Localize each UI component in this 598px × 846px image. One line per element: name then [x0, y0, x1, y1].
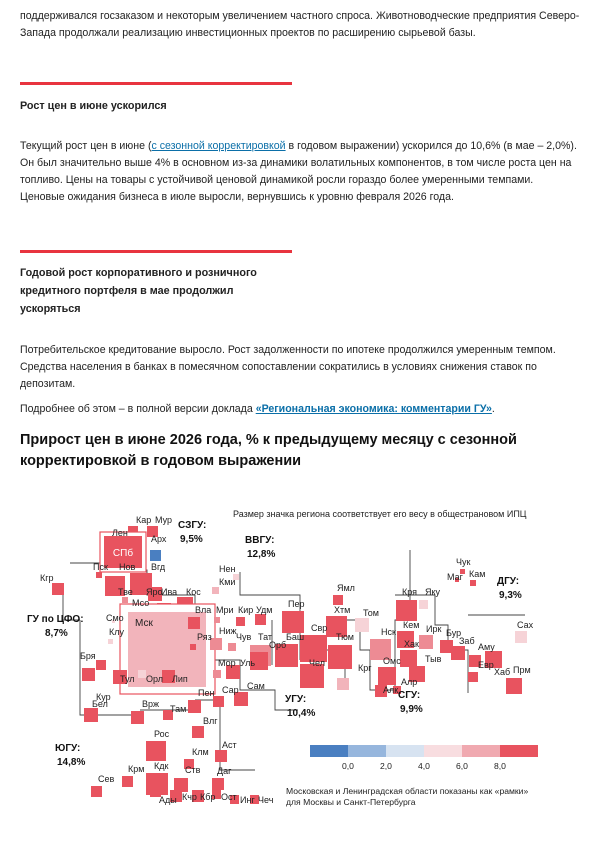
heading-line: Годовой рост корпоративного и розничного	[20, 267, 257, 279]
footnote-line: Московская и Ленинградская области показаны как «рамки»	[286, 786, 529, 796]
region-Кдк-label: Кдк	[154, 761, 169, 771]
region-Сар-tile	[213, 696, 224, 707]
legend-tick-label: 6,0	[456, 761, 468, 771]
region-Вгд-label: Вгд	[151, 562, 166, 572]
district-name: ДГУ:	[497, 576, 520, 587]
region-Пск-label: Пск	[93, 562, 108, 572]
district-value: 8,7%	[45, 628, 68, 639]
region-Евр-label: Евр	[478, 660, 494, 670]
region-Евр-tile	[468, 672, 478, 682]
heading-line: кредитного портфеля в мае продолжил	[20, 285, 234, 297]
region-Ниж-tile	[210, 638, 222, 650]
legend-tick-label: 0,0	[342, 761, 354, 771]
heading-line: ускоряться	[20, 303, 81, 315]
region-Заб-tile	[451, 646, 465, 660]
region-Мск-label: Мск	[135, 618, 153, 629]
region-Удм-tile	[255, 614, 266, 625]
region-Крг-tile	[337, 678, 349, 690]
credit-paragraph: Потребительское кредитование выросло. Рост задолженности по ипотеке продолжился умеренным темпом. Средства населения в банках в помесячном сопоставлении сократились в условиях снижения ставок по депозитам.	[20, 344, 556, 390]
region-Кгр-tile	[52, 583, 64, 595]
region-Бря-tile	[96, 660, 106, 670]
legend-swatch	[424, 745, 462, 757]
region-Хаб-label: Хаб	[494, 667, 511, 677]
region-Уль-label: Уль	[240, 658, 256, 668]
region-Бур-label: Бур	[446, 628, 462, 638]
region-Кар-label: Кар	[136, 515, 152, 525]
prices-text-part: Текущий рост цен в июне (	[20, 140, 152, 152]
region-Лен-label: Лен	[112, 528, 128, 538]
region-Чук-label: Чук	[456, 557, 471, 567]
region-Мсо-label: Мсо	[132, 598, 150, 608]
district-value: 14,8%	[57, 757, 86, 768]
section-heading-prices: Рост цен в июне ускорился	[20, 100, 167, 112]
region-Клу-tile	[108, 639, 113, 644]
legend-tick-label: 2,0	[380, 761, 392, 771]
prices-text-part: в годовом выражении) ускорился до 10,6% (в мае – 2,0%). Он был значительно выше 4% в основном из-за динамики волатильных компонентов, в том числе роста цен на топливо. Цены на товары с устойчивой ценовой динамикой росли гораздо более умеренными темпами. Ценовые ожидания бизнеса в июле выросли, вернувшись к уровню февраля 2026 года.	[20, 140, 577, 203]
region-Нен-label: Нен	[219, 564, 236, 574]
region-Ирк-tile	[419, 635, 433, 649]
region-Яро-label: Яро	[146, 587, 163, 597]
region-Маг-label: Маг	[447, 572, 463, 582]
region-Сев-label: Сев	[98, 774, 115, 784]
district-value: 12,8%	[247, 549, 276, 560]
region-Ямл-label: Ямл	[337, 583, 355, 593]
map-title-line: Прирост цен в июне 2026 года, % к предыдущему месяцу с сезонной	[20, 432, 517, 448]
seasonal-adjustment-link[interactable]: с сезонной корректировкой	[151, 140, 286, 152]
region-Крг-label: Крг	[358, 663, 372, 673]
section-divider	[20, 250, 292, 253]
region-Пер-label: Пер	[288, 599, 305, 609]
legend-swatch	[310, 745, 348, 757]
region-Нск-label: Нск	[381, 627, 396, 637]
region-Кос-label: Кос	[186, 587, 201, 597]
region-Клу-label: Клу	[109, 627, 124, 637]
district-name: ГУ по ЦФО:	[27, 614, 84, 625]
region-Чув-tile	[228, 643, 236, 651]
region-Алк-label: Алк	[383, 685, 399, 695]
region-Кир-label: Кир	[238, 605, 254, 615]
region-Влг-label: Влг	[203, 716, 218, 726]
region-Врж-label: Врж	[142, 699, 160, 709]
region-Пен-tile	[188, 700, 201, 713]
region-Мор-label: Мор	[218, 658, 236, 668]
region-Мор-tile	[213, 670, 221, 678]
region-Хак-label: Хак	[404, 639, 419, 649]
district-value: 9,5%	[180, 534, 203, 545]
region-Кми-tile	[212, 587, 219, 594]
region-Арх-tile	[150, 550, 161, 561]
prices-paragraph	[20, 138, 580, 206]
region-Кур-tile	[82, 668, 95, 681]
district-name: СЗГУ:	[178, 520, 207, 531]
section-heading-credit	[20, 264, 257, 318]
region-Кир-tile	[236, 617, 245, 626]
region-Яку-tile	[419, 600, 428, 609]
region-Мри-label: Мри	[216, 605, 234, 615]
region-Арх-label: Арх	[151, 534, 167, 544]
region-Кчр-label: Кчр	[182, 792, 197, 802]
region-Тат-label: Тат	[258, 632, 273, 642]
region-Чел-label: Чел	[309, 658, 325, 668]
region-Ады-label: Ады	[159, 795, 177, 805]
region-Лип-label: Лип	[172, 674, 188, 684]
region-Кам-label: Кам	[469, 569, 486, 579]
region-Кми-label: Кми	[219, 577, 236, 587]
region-Аст-tile	[215, 750, 227, 762]
region-Рос-label: Рос	[154, 729, 170, 739]
region-Том-tile	[355, 618, 369, 632]
district-name: ВВГУ:	[245, 535, 275, 546]
region-Ств-label: Ств	[185, 765, 201, 775]
region-Мри-tile	[214, 617, 220, 623]
full-report-link[interactable]: «Региональная экономика: комментарии ГУ»	[255, 403, 492, 415]
region-Тве-tile	[122, 597, 128, 603]
more-info-paragraph	[20, 401, 580, 418]
region-Ств-tile	[174, 778, 188, 792]
region-Сев-tile	[91, 786, 102, 797]
region-Хак-tile	[400, 650, 417, 667]
region-Сах-tile	[515, 631, 527, 643]
region-Смо-label: Смо	[106, 613, 124, 623]
district-name: СГУ:	[398, 690, 421, 701]
region-Яку-label: Яку	[425, 587, 441, 597]
region-Пск-tile	[96, 572, 102, 578]
region-Алр-label: Алр	[401, 677, 418, 687]
region-Омс-label: Омс	[383, 656, 401, 666]
region-Крм-label: Крм	[128, 764, 145, 774]
region-Сар-label: Сар	[222, 685, 239, 695]
region-Баш-label: Баш	[286, 632, 305, 642]
region-Пер-tile	[282, 611, 304, 633]
region-Бря-label: Бря	[80, 651, 96, 661]
region-Влг-tile	[192, 726, 204, 738]
region-Даг-label: Даг	[217, 766, 232, 776]
district-name: УГУ:	[285, 694, 307, 705]
region-Омс-tile	[378, 667, 396, 685]
region-Ряз-label: Ряз	[197, 632, 212, 642]
district-value: 9,9%	[400, 704, 423, 715]
region-Рос-tile	[146, 741, 166, 761]
region-Ирк-label: Ирк	[426, 624, 442, 634]
region-Ямл-tile	[333, 595, 343, 605]
region-Клм-label: Клм	[192, 747, 209, 757]
intro-paragraph: поддерживался госзаказом и некоторым увеличением частного спроса. Животноводческие предприятия Северо-Запада продолжали реализацию инвестиционных проектов по расширению сырьевой базы.	[20, 10, 580, 39]
region-Аст-label: Аст	[222, 740, 237, 750]
region-Пен-label: Пен	[198, 688, 215, 698]
region-Прм-tile	[506, 678, 522, 694]
region-Ива-label: Ива	[161, 587, 178, 597]
region-Там-label: Там	[170, 704, 187, 714]
region-Кур-label: Кур	[96, 692, 111, 702]
region-Орл-tile	[138, 670, 146, 678]
region-Чеч-label: Чеч	[258, 795, 274, 805]
map-title	[20, 430, 560, 472]
section-divider	[20, 82, 292, 85]
region-Тюм-label: Тюм	[336, 632, 354, 642]
region-Крм-tile	[122, 776, 133, 787]
region-Бел-label: Бел	[92, 699, 108, 709]
more-info-text: Подробнее об этом – в полной версии доклада	[20, 403, 256, 415]
region-Сах-label: Сах	[517, 620, 534, 630]
region-Мур-label: Мур	[155, 515, 173, 525]
region-Бел-tile	[84, 708, 98, 722]
region-Кря-tile	[396, 600, 417, 621]
footnote-line: для Москвы и Санкт-Петербурга	[286, 797, 416, 807]
region-Орл-label: Орл	[146, 674, 163, 684]
region-Врж-tile	[131, 711, 144, 724]
region-Удм-label: Удм	[256, 605, 273, 615]
region-Вла-label: Вла	[195, 605, 212, 615]
district-name: ЮГУ:	[55, 743, 81, 754]
region-Тул-label: Тул	[120, 674, 135, 684]
region-СПб-label: СПб	[112, 548, 134, 559]
region-Кря-label: Кря	[402, 587, 418, 597]
legend-tick-label: 4,0	[418, 761, 430, 771]
region-Свр-label: Свр	[311, 623, 328, 633]
legend-tick-label: 8,0	[494, 761, 506, 771]
region-Том-label: Том	[363, 608, 379, 618]
region-Вла-tile	[188, 617, 200, 629]
region-Ниж-label: Ниж	[219, 626, 237, 636]
region-Орб-label: Орб	[269, 640, 287, 650]
more-info-text: .	[491, 403, 495, 415]
region-Ост-label: Ост	[221, 792, 237, 802]
region-Тве-label: Тве	[118, 587, 133, 597]
legend-swatch	[348, 745, 386, 757]
region-Тюм-tile	[328, 645, 352, 669]
size-note: Размер значка региона соответствует его весу в общестрановом ИПЦ	[233, 509, 527, 519]
region-Заб-label: Заб	[459, 636, 475, 646]
region-Кам-tile	[470, 580, 476, 586]
region-Хтм-label: Хтм	[334, 605, 351, 615]
legend-swatch	[462, 745, 500, 757]
district-value: 10,4%	[287, 708, 316, 719]
region-Нов-label: Нов	[119, 562, 136, 572]
region-Даг-tile	[212, 778, 224, 790]
region-Сам-label: Сам	[247, 681, 265, 691]
region-Прм-label: Прм	[513, 665, 531, 675]
legend-swatch	[386, 745, 424, 757]
region-Тыв-label: Тыв	[425, 654, 442, 664]
color-legend	[310, 745, 538, 771]
region-Ряз-tile	[190, 644, 196, 650]
map-title-line: корректировкой в годовом выражении	[20, 453, 302, 469]
region-Инг-label: Инг	[240, 795, 255, 805]
region-Кем-label: Кем	[403, 620, 420, 630]
region-Кгр-label: Кгр	[40, 573, 54, 583]
region-Кбр-label: Кбр	[200, 792, 216, 802]
region-Чув-label: Чув	[236, 632, 252, 642]
region-Аму-label: Аму	[478, 642, 495, 652]
regional-inflation-tile-map	[0, 500, 598, 840]
district-value: 9,3%	[499, 590, 522, 601]
legend-swatch	[500, 745, 538, 757]
